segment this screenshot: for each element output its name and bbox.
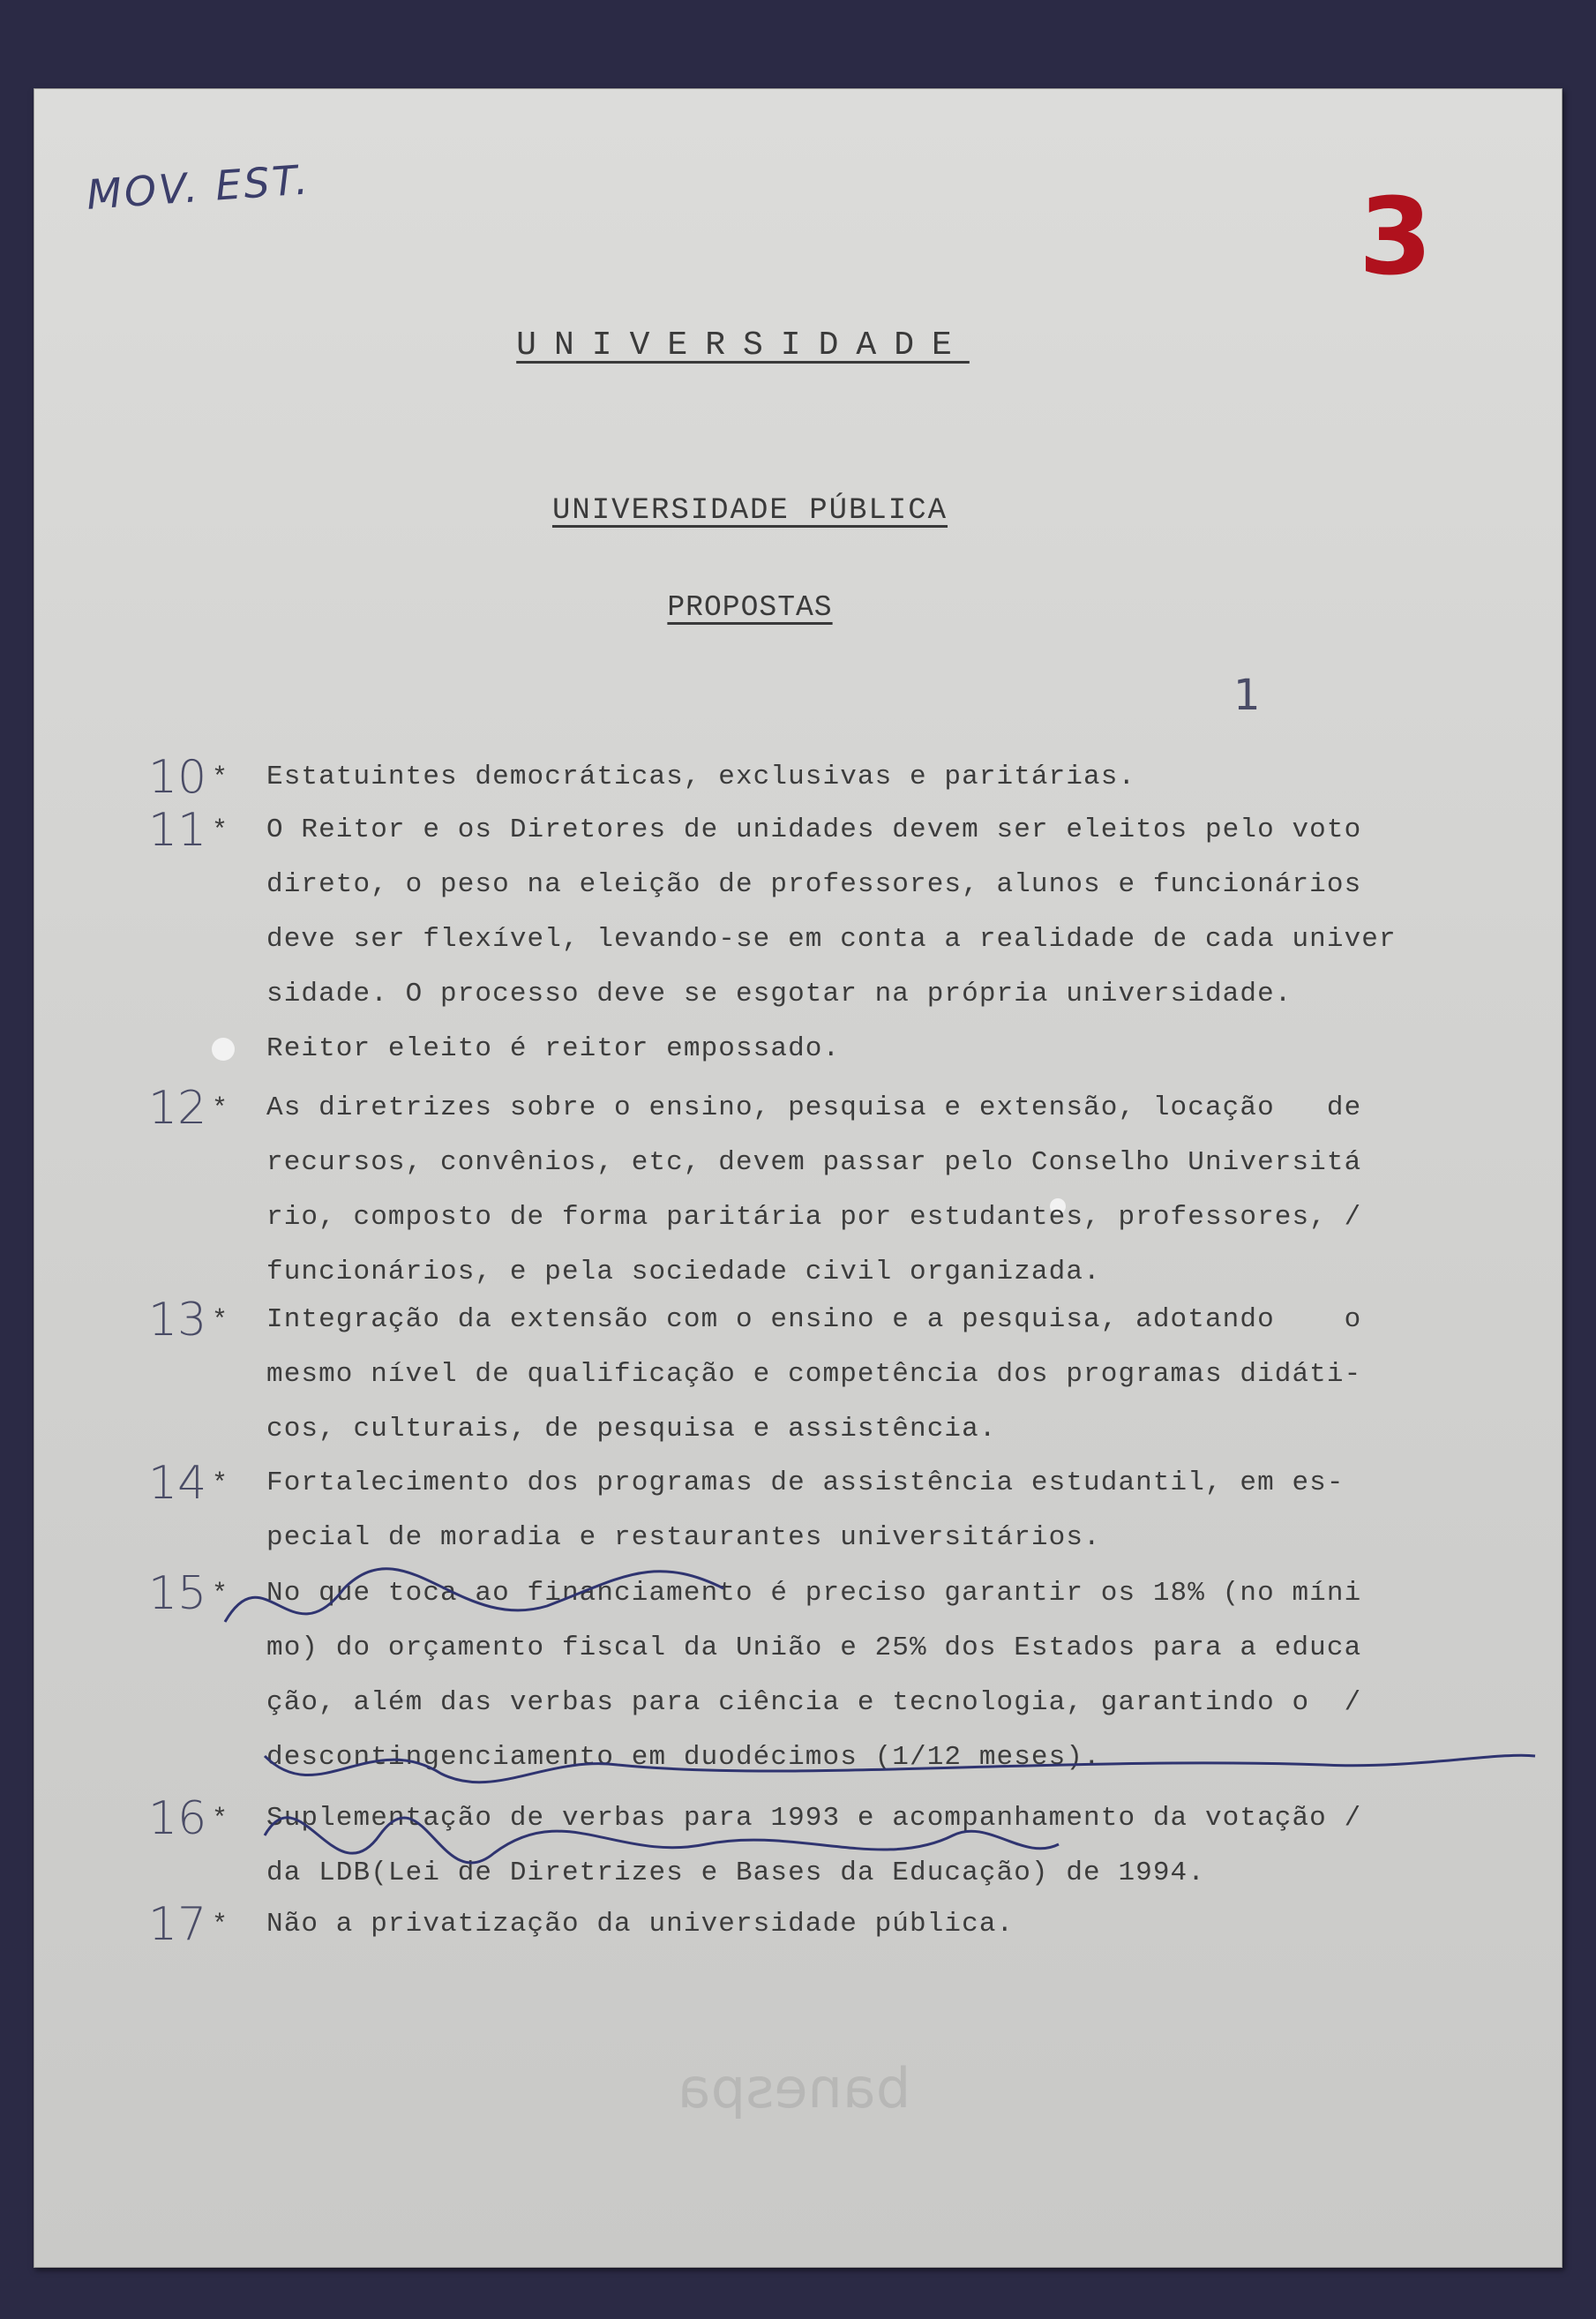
paper-watermark: banespa: [677, 2056, 911, 2120]
proposal-text-line: Não a privatização da universidade pública.: [266, 1909, 1015, 1940]
proposal-text-line: No que toca ao financiamento é preciso garantir os 18% (no míni: [266, 1578, 1362, 1609]
proposal-number: 14: [148, 1457, 207, 1510]
proposal-text-line: Fortalecimento dos programas de assistência estudantil, em es-: [266, 1467, 1345, 1498]
proposal-number: 11: [148, 804, 207, 857]
page-number: 3: [1359, 176, 1433, 299]
corner-handwritten-note: MOV. EST.: [85, 155, 312, 219]
document-subtitle: UNIVERSIDADE PÚBLICA: [551, 494, 948, 528]
proposal-number: 16: [148, 1792, 207, 1845]
proposal-text-line: sidade. O processo deve se esgotar na própria universidade.: [266, 979, 1293, 1009]
proposal-number: 12: [148, 1082, 207, 1135]
proposal-number: 13: [148, 1294, 207, 1347]
proposal-text-line: ção, além das verbas para ciência e tecnologia, garantindo o /: [266, 1687, 1362, 1718]
proposal-text-line: pecial de moradia e restaurantes universitários.: [266, 1522, 1101, 1553]
proposal-text-line: mo) do orçamento fiscal da União e 25% dos Estados para a educa: [266, 1632, 1362, 1663]
proposal-number: 15: [148, 1567, 207, 1620]
proposal-text-line: funcionários, e pela sociedade civil organizada.: [266, 1257, 1101, 1287]
proposal-text-line: deve ser flexível, levando-se em conta a realidade de cada univer: [266, 924, 1397, 955]
proposal-text-line: Integração da extensão com o ensino e a pesquisa, adotando o: [266, 1304, 1362, 1335]
proposal-marker: *: [212, 1094, 229, 1124]
proposal-marker: *: [212, 1805, 229, 1835]
proposal-text-line: direto, o peso na eleição de professores, alunos e funcionários: [266, 869, 1362, 900]
proposal-text-line: descontingenciamento em duodécimos (1/12 meses).: [266, 1742, 1101, 1773]
handwritten-tick: 1: [1233, 671, 1261, 720]
proposal-number: 17: [148, 1898, 207, 1951]
proposal-marker: *: [212, 816, 229, 846]
proposal-marker: *: [212, 1469, 229, 1499]
proposal-marker: *: [212, 763, 229, 793]
proposal-marker: *: [212, 1580, 229, 1610]
proposal-number: 10: [148, 751, 207, 804]
proposal-text-line: cos, culturais, de pesquisa e assistência.: [266, 1414, 997, 1445]
proposal-text-line: O Reitor e os Diretores de unidades devem ser eleitos pelo voto: [266, 814, 1362, 845]
proposal-text-line: As diretrizes sobre o ensino, pesquisa e extensão, locação de: [266, 1092, 1362, 1123]
proposal-marker: *: [212, 1306, 229, 1336]
proposal-text-line: da LDB(Lei de Diretrizes e Bases da Educação) de 1994.: [266, 1857, 1205, 1888]
document-title: UNIVERSIDADE: [516, 326, 970, 364]
proposal-marker: *: [212, 1910, 229, 1940]
proposal-text-line: Estatuintes democráticas, exclusivas e paritárias.: [266, 762, 1136, 792]
proposal-text-line: mesmo nível de qualificação e competência dos programas didáti-: [266, 1359, 1362, 1390]
proposal-text-line: Suplementação de verbas para 1993 e acompanhamento da votação /: [266, 1803, 1362, 1834]
proposal-text-line: Reitor eleito é reitor empossado.: [266, 1033, 841, 1064]
section-heading: PROPOSTAS: [667, 591, 833, 624]
proposal-text-line: rio, composto de forma paritária por estudantes, professores, /: [266, 1202, 1362, 1233]
proposal-text-line: recursos, convênios, etc, devem passar pelo Conselho Universitá: [266, 1147, 1362, 1178]
